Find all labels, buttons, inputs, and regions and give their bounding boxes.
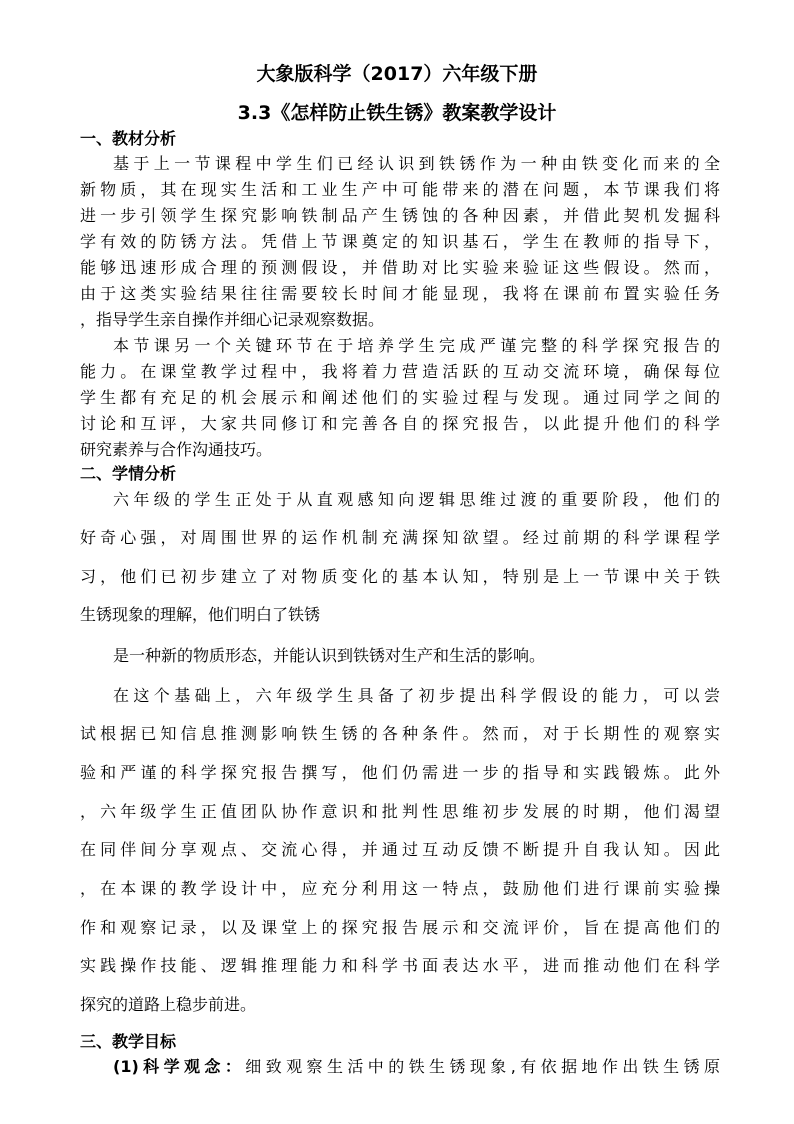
paragraph-line: 学生都有充足的机会展示和阐述他们的实验过程与发现。通过同学之间的: [80, 388, 720, 407]
paragraph-line: 验和严谨的科学探究报告撰写，他们仍需进一步的指导和实践锻炼。此外: [80, 763, 720, 782]
paragraph-line: 在这个基础上，六年级学生具备了初步提出科学假设的能力，可以尝: [113, 686, 720, 705]
paragraph-line: 探究的道路上稳步前进。: [80, 995, 257, 1014]
paragraph-line: ，在本课的教学设计中，应充分利用这一特点，鼓励他们进行课前实验操: [80, 879, 720, 898]
objective-text: 细致观察生活中的铁生锈现象,有依据地作出铁生锈原: [245, 1057, 720, 1076]
section-heading-teaching-objectives: 三、教学目标: [80, 1032, 177, 1051]
paragraph-line: 研究素养与合作沟通技巧。: [80, 440, 273, 459]
paragraph-line: 基于上一节课程中学生们已经认识到铁锈作为一种由铁变化而来的全: [113, 154, 720, 173]
paragraph-line: 好奇心强，对周围世界的运作机制充满探知欲望。经过前期的科学课程学: [80, 528, 720, 547]
paragraph-line: 实践操作技能、逻辑推理能力和科学书面表达水平，进而推动他们在科学: [80, 956, 720, 975]
paragraph-line: 能力。在课堂教学过程中，我将着力营造活跃的互动交流环境，确保每位: [80, 362, 720, 381]
paragraph-line: 习，他们已初步建立了对物质变化的基本认知，特别是上一节课中关于铁: [80, 567, 720, 586]
lesson-title: 3.3《怎样防止铁生锈》教案教学设计: [237, 102, 557, 124]
paragraph-line: 六年级的学生正处于从直观感知向逻辑思维过渡的重要阶段，他们的: [113, 490, 720, 509]
paragraph-line: 本节课另一个关键环节在于培养学生完成严谨完整的科学探究报告的: [113, 336, 720, 355]
section-heading-textbook-analysis: 一、教材分析: [80, 129, 177, 148]
paragraph-line: 由于这类实验结果往往需要较长时间才能显现，我将在课前布置实验任务: [80, 284, 720, 303]
objective-item: [113, 1057, 720, 1077]
paragraph-line: 在同伴间分享观点、交流心得，并通过互动反馈不断提升自我认知。因此: [80, 840, 720, 859]
paragraph-line: 学有效的防锈方法。凭借上节课奠定的知识基石，学生在教师的指导下，: [80, 232, 720, 251]
paragraph-line: 作和观察记录，以及课堂上的探究报告展示和交流评价，旨在提高他们的: [80, 918, 720, 937]
paragraph-line: 新物质，其在现实生活和工业生产中可能带来的潜在问题，本节课我们将: [80, 180, 720, 199]
paragraph-line: 进一步引领学生探究影响铁制品产生锈蚀的各种因素，并借此契机发掘科: [80, 206, 720, 225]
paragraph-line: 试根据已知信息推测影响铁生锈的各种条件。然而，对于长期性的观察实: [80, 724, 720, 743]
paragraph-line: ，指导学生亲自操作并细心记录观察数据。: [80, 310, 385, 329]
document-title: 大象版科学（2017）六年级下册: [256, 63, 538, 85]
paragraph-line: ，六年级学生正值团队协作意识和批判性思维初步发展的时期，他们渴望: [80, 802, 720, 821]
objective-label: (1)科学观念：: [113, 1057, 246, 1076]
paragraph-line: 是一种新的物质形态，并能认识到铁锈对生产和生活的影响。: [113, 646, 546, 665]
section-heading-learner-analysis: 二、学情分析: [80, 464, 177, 483]
paragraph-line: 能够迅速形成合理的预测假设，并借助对比实验来验证这些假设。然而，: [80, 258, 720, 277]
paragraph-line: 生锈现象的理解，他们明白了铁锈: [80, 605, 321, 624]
paragraph-line: 讨论和互评，大家共同修订和完善各自的探究报告，以此提升他们的科学: [80, 414, 720, 433]
